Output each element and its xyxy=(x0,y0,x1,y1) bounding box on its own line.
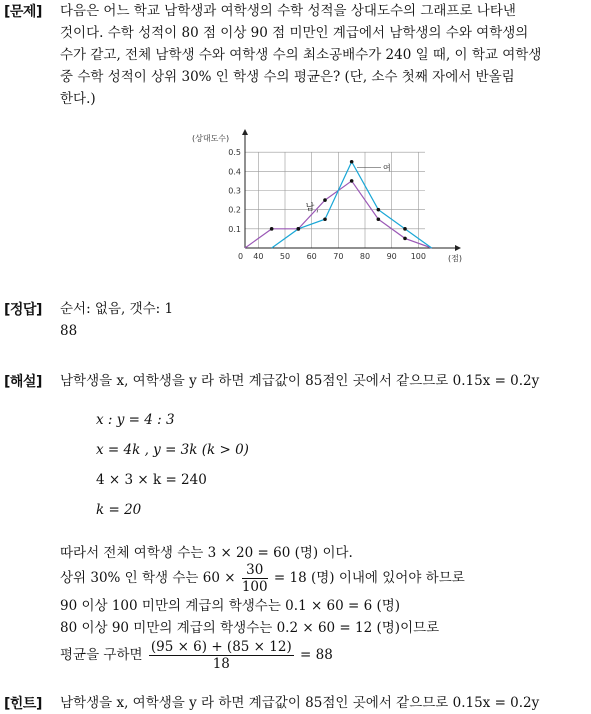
fraction-numerator: 30 xyxy=(242,562,268,579)
data-point xyxy=(297,227,301,231)
data-point xyxy=(403,237,407,241)
step-total-girls: 따라서 전체 여학생 수는 3 × 20 = 60 (명) 이다. xyxy=(60,545,353,561)
equation-lcm: 4 × 3 × k = 240 xyxy=(96,472,207,488)
hint-text: 남학생을 x, 여학생을 y 라 하면 계급값이 85점인 곳에서 같으므로 0.15x = 0.2y xyxy=(60,695,540,711)
answer-value: 88 xyxy=(60,323,78,339)
x-tick-label: 70 xyxy=(333,252,344,261)
y-axis-arrow xyxy=(242,129,248,135)
fraction-30-100 xyxy=(242,562,268,595)
step-mean xyxy=(60,639,586,672)
step-mean-pre: 평균을 구하면 xyxy=(60,647,143,663)
step-80-90: 80 이상 90 미만의 계급의 학생수는 0.2 × 60 = 12 (명)이므로 xyxy=(60,620,440,636)
x-axis-arrow xyxy=(455,245,461,251)
data-point xyxy=(377,208,381,212)
hint-label: [힌트] xyxy=(4,696,42,712)
data-point xyxy=(323,217,327,221)
answer-label: [정답] xyxy=(4,302,42,318)
fraction-denominator: 18 xyxy=(212,656,230,672)
problem-line: 다음은 어느 학교 남학생과 여학생의 수학 성적을 상대도수의 그래프로 나타낸 xyxy=(60,3,516,19)
problem-line: 한다.) xyxy=(60,91,96,107)
equation-ratio: x : y = 4 : 3 xyxy=(96,412,175,428)
x-tick-label: 90 xyxy=(386,252,397,261)
relative-frequency-chart xyxy=(190,125,470,265)
series-line xyxy=(272,162,432,248)
x-tick-label: 60 xyxy=(306,252,317,261)
chart-ticks xyxy=(228,148,426,261)
x-tick-label: 100 xyxy=(410,252,426,261)
explanation-intro: 남학생을 x, 여학생을 y 라 하면 계급값이 85점인 곳에서 같으므로 0.15x = 0.2y xyxy=(60,373,540,389)
fraction-mean xyxy=(149,639,294,672)
y-tick-label: 0.1 xyxy=(228,224,241,234)
explanation-steps xyxy=(60,542,586,672)
equation-k: k = 20 xyxy=(96,502,142,518)
problem-line: 것이다. 수학 성적이 80 점 이상 90 점 미만인 계급에서 남학생의 수와 여학생의 xyxy=(60,25,529,41)
problem-label: [문제] xyxy=(4,4,42,20)
series-label-female: 여 xyxy=(383,163,391,173)
problem-line: 수가 같고, 전체 남학생 수와 여학생 수의 최소공배수가 240 일 때, 이 학교 여학생 xyxy=(60,47,542,63)
step-top-30-pre: 상위 30% 인 학생 수는 60 × xyxy=(60,570,236,586)
data-point xyxy=(350,160,354,164)
step-mean-post: = 88 xyxy=(300,647,333,663)
problem-line: 중 수학 성적이 상위 30% 인 학생 수의 평균은? (단, 소수 첫째 자에서 반올림 xyxy=(60,69,515,85)
data-point xyxy=(350,179,354,183)
step-top-30-post: = 18 (명) 이내에 있어야 하므로 xyxy=(273,570,465,586)
explanation-label: [해설] xyxy=(4,374,42,390)
x-tick-label: 80 xyxy=(359,252,371,261)
series-label-male: 남 xyxy=(305,202,315,213)
y-tick-label: 0.2 xyxy=(228,205,241,215)
chart-axes xyxy=(242,129,461,251)
step-90-100: 90 이상 100 미만의 계급의 학생수는 0.1 × 60 = 6 (명) xyxy=(60,598,401,614)
answer-text xyxy=(60,298,586,342)
data-point xyxy=(270,227,274,231)
problem-text xyxy=(60,0,586,110)
x-tick-label: 40 xyxy=(253,252,264,261)
x-axis-label: (점) xyxy=(448,254,462,263)
label-leader xyxy=(317,210,318,213)
data-point xyxy=(323,198,327,202)
y-tick-label: 0.4 xyxy=(228,167,241,177)
y-tick-label: 0.3 xyxy=(228,186,241,196)
equation-substitution: x = 4k , y = 3k (k > 0) xyxy=(96,442,249,458)
data-point xyxy=(377,217,381,221)
step-top-30 xyxy=(60,562,586,595)
x-tick-label: 50 xyxy=(279,252,291,261)
answer-count: 순서: 없음, 갯수: 1 xyxy=(60,301,174,317)
data-point xyxy=(403,227,407,231)
fraction-numerator: (95 × 6) + (85 × 12) xyxy=(150,639,292,655)
fraction-denominator: 100 xyxy=(241,579,268,595)
origin-label: 0 xyxy=(238,252,244,261)
y-axis-label: (상대도수) xyxy=(192,134,230,143)
y-tick-label: 0.5 xyxy=(228,148,241,158)
